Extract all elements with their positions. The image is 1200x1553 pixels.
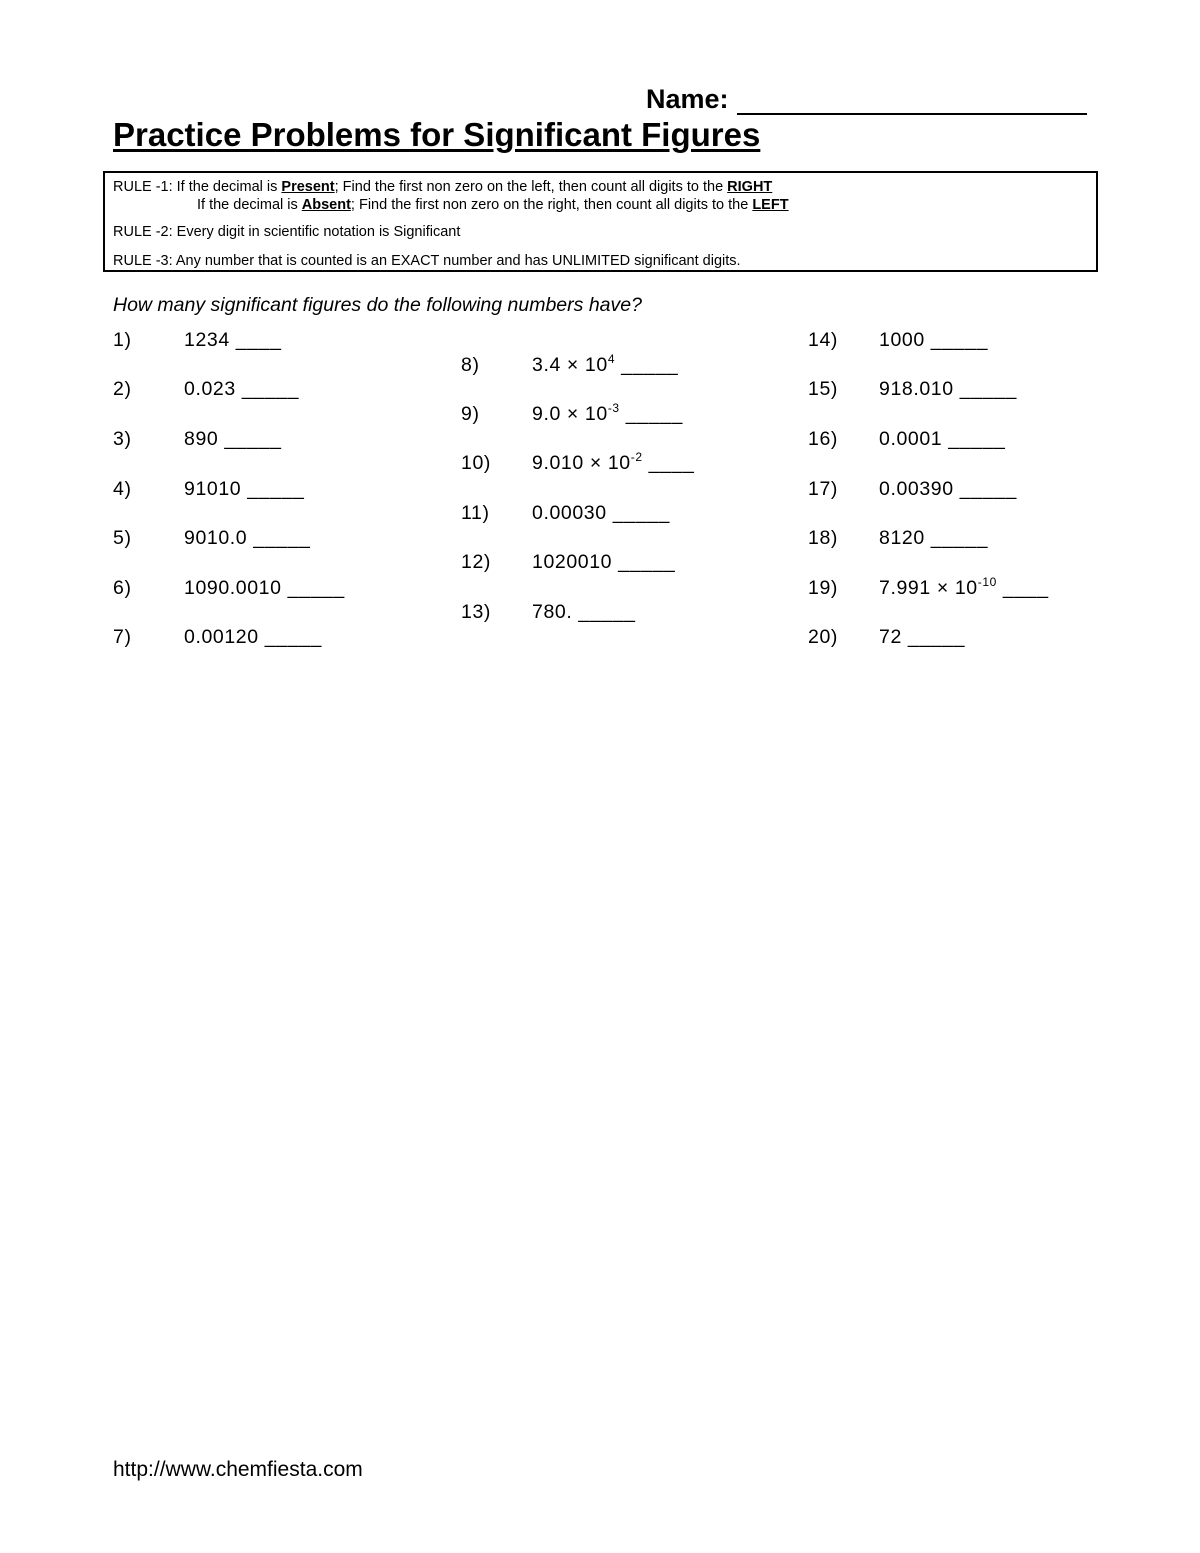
rule-1-present <box>113 179 772 195</box>
rule-1-direction: RIGHT <box>727 179 773 195</box>
question-value[interactable]: 0.00120 _____ <box>184 626 322 648</box>
question-number: 13) <box>461 601 491 623</box>
question-exponent: -2 <box>630 450 643 464</box>
question-value[interactable]: 890 _____ <box>184 428 282 450</box>
question-number: 1) <box>113 329 132 351</box>
question-blank: _____ <box>619 403 683 425</box>
question-number: 7) <box>113 626 132 648</box>
question-value[interactable]: 780. _____ <box>532 601 636 623</box>
question-number: 12) <box>461 551 491 573</box>
question-value[interactable]: 1020010 _____ <box>532 551 676 573</box>
question-value[interactable]: 0.00390 _____ <box>879 478 1017 500</box>
question-base: 7.991 × 10 <box>879 577 978 599</box>
name-label: Name: <box>646 84 729 114</box>
question-number: 4) <box>113 478 132 500</box>
question-number: 17) <box>808 478 838 500</box>
name-field <box>646 84 1087 115</box>
question-number: 6) <box>113 577 132 599</box>
rule-1-keyword: Present <box>281 179 335 195</box>
question-value[interactable] <box>532 452 694 475</box>
name-blank-line[interactable] <box>737 87 1087 115</box>
rules-box <box>103 171 1098 272</box>
question-value[interactable]: 1000 _____ <box>879 329 989 351</box>
question-exponent: 4 <box>607 352 616 366</box>
question-exponent: -10 <box>977 575 997 589</box>
rule-1b-direction: LEFT <box>752 197 789 213</box>
question-value[interactable] <box>879 577 1049 600</box>
question-blank: _____ <box>615 354 679 376</box>
question-value[interactable]: 0.0001 _____ <box>879 428 1006 450</box>
rule-3: RULE -3: Any number that is counted is an EXACT number and has UNLIMITED significant digits. <box>113 253 741 269</box>
rule-1-prefix: RULE -1: If the decimal is <box>113 179 282 195</box>
rule-1-absent <box>197 197 789 213</box>
footer-url[interactable]: http://www.chemfiesta.com <box>113 1458 363 1481</box>
question-value[interactable] <box>532 354 678 377</box>
question-number: 15) <box>808 378 838 400</box>
question-number: 20) <box>808 626 838 648</box>
question-base: 9.010 × 10 <box>532 452 631 474</box>
question-value[interactable]: 0.023 _____ <box>184 378 300 400</box>
question-number: 9) <box>461 403 480 425</box>
question-number: 16) <box>808 428 838 450</box>
rule-1-middle: ; Find the first non zero on the left, then count all digits to the <box>334 179 728 195</box>
question-exponent: -3 <box>607 401 620 415</box>
question-base: 9.0 × 10 <box>532 403 608 425</box>
question-value[interactable]: 91010 _____ <box>184 478 305 500</box>
question-value[interactable]: 1234 ____ <box>184 329 282 351</box>
question-base: 3.4 × 10 <box>532 354 608 376</box>
question-blank: ____ <box>642 452 695 474</box>
question-value[interactable]: 9010.0 _____ <box>184 527 311 549</box>
question-number: 10) <box>461 452 491 474</box>
question-value[interactable] <box>532 403 683 426</box>
rule-1b-keyword: Absent <box>301 197 351 213</box>
question-number: 3) <box>113 428 132 450</box>
question-value[interactable]: 1090.0010 _____ <box>184 577 345 599</box>
rule-1b-prefix: If the decimal is <box>197 197 302 213</box>
question-number: 19) <box>808 577 838 599</box>
question-value[interactable]: 72 _____ <box>879 626 966 648</box>
rule-1b-middle: ; Find the first non zero on the right, then count all digits to the <box>350 197 753 213</box>
question-value[interactable]: 918.010 _____ <box>879 378 1017 400</box>
instructions: How many significant figures do the following numbers have? <box>113 294 642 316</box>
question-number: 8) <box>461 354 480 376</box>
question-blank: ____ <box>996 577 1049 599</box>
question-number: 11) <box>461 502 490 524</box>
question-value[interactable]: 8120 _____ <box>879 527 989 549</box>
question-number: 18) <box>808 527 838 549</box>
page-title: Practice Problems for Significant Figures <box>113 116 761 153</box>
question-number: 5) <box>113 527 132 549</box>
question-number: 14) <box>808 329 838 351</box>
question-value[interactable]: 0.00030 _____ <box>532 502 670 524</box>
rule-2: RULE -2: Every digit in scientific notation is Significant <box>113 224 461 240</box>
question-number: 2) <box>113 378 132 400</box>
